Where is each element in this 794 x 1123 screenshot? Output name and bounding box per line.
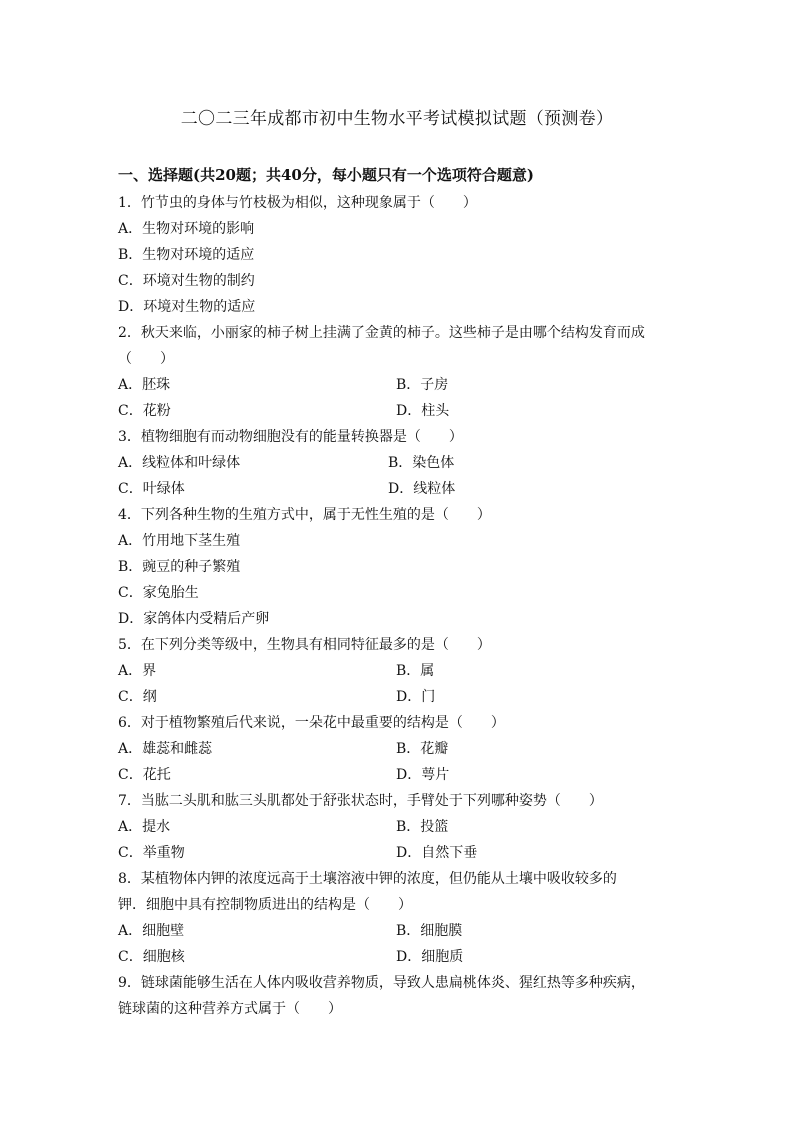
section-heading: 一、选择题(共20题；共40分，每小题只有一个选项符合题意) xyxy=(118,166,534,184)
question-5-options-row-1 xyxy=(118,658,688,684)
question-1-option-b: B．生物对环境的适应 xyxy=(118,247,255,263)
question-2-option-c: C．花粉 xyxy=(118,403,171,419)
question-4-option-a: A．竹用地下茎生殖 xyxy=(118,533,241,549)
question-4-option-d: D．家鸽体内受精后产卵 xyxy=(118,611,270,627)
question-8-options-row-1 xyxy=(118,918,688,944)
question-7-stem: 7．当肱二头肌和肱三头肌都处于舒张状态时，手臂处于下列哪种姿势（ ） xyxy=(118,793,603,809)
question-5-option-d: D．门 xyxy=(396,689,436,705)
question-7-options-row-2 xyxy=(118,840,688,866)
question-6-option-a: A．雄蕊和雌蕊 xyxy=(118,741,213,757)
question-3-option-b: B．染色体 xyxy=(388,455,455,471)
question-2-stem-cont: （ ） xyxy=(118,351,174,367)
question-7-option-b: B．投篮 xyxy=(396,819,449,835)
question-3-option-c: C．叶绿体 xyxy=(118,481,185,497)
question-5-option-c: C．纲 xyxy=(118,689,157,705)
question-2-options-row-2 xyxy=(118,398,688,424)
question-5-option-a: A．界 xyxy=(118,663,157,679)
question-3-option-a: A．线粒体和叶绿体 xyxy=(118,455,241,471)
question-5-stem: 5．在下列分类等级中，生物具有相同特征最多的是（ ） xyxy=(118,637,491,653)
question-list xyxy=(118,190,688,1022)
question-7-options-row-1 xyxy=(118,814,688,840)
question-6-options-row-1 xyxy=(118,736,688,762)
question-3-options-row-2 xyxy=(118,476,688,502)
question-9-stem: 9．链球菌能够生活在人体内吸收营养物质，导致人患扁桃体炎、猩红热等多种疾病， xyxy=(118,975,645,991)
question-2-options-row-1 xyxy=(118,372,688,398)
question-1-option-c: C．环境对生物的制约 xyxy=(118,273,255,289)
question-4-stem: 4．下列各种生物的生殖方式中，属于无性生殖的是（ ） xyxy=(118,507,491,523)
question-3-option-d: D．线粒体 xyxy=(388,481,456,497)
question-2-option-b: B．子房 xyxy=(396,377,449,393)
question-6-option-d: D．萼片 xyxy=(396,767,450,783)
question-8-stem-cont: 钾．细胞中具有控制物质进出的结构是（ ） xyxy=(118,897,412,913)
question-4-option-b: B．豌豆的种子繁殖 xyxy=(118,559,241,575)
question-1-option-d: D．环境对生物的适应 xyxy=(118,299,256,315)
question-5-options-row-2 xyxy=(118,684,688,710)
question-5-option-b: B．属 xyxy=(396,663,435,679)
question-6-option-b: B．花瓣 xyxy=(396,741,449,757)
question-8-option-a: A．细胞壁 xyxy=(118,923,185,939)
question-3-stem: 3．植物细胞有而动物细胞没有的能量转换器是（ ） xyxy=(118,429,463,445)
question-8-stem: 8．某植物体内钾的浓度远高于土壤溶液中钾的浓度，但仍能从土壤中吸收较多的 xyxy=(118,871,617,887)
question-7-option-c: C．举重物 xyxy=(118,845,185,861)
question-9-stem-cont: 链球菌的这种营养方式属于（ ） xyxy=(118,1001,342,1017)
question-8-options-row-2 xyxy=(118,944,688,970)
question-4-option-c: C．家兔胎生 xyxy=(118,585,199,601)
question-2-option-a: A．胚珠 xyxy=(118,377,171,393)
question-1-stem: 1．竹节虫的身体与竹枝极为相似，这种现象属于（ ） xyxy=(118,195,477,211)
question-3-options-row-1 xyxy=(118,450,688,476)
question-6-stem: 6．对于植物繁殖后代来说，一朵花中最重要的结构是（ ） xyxy=(118,715,505,731)
page-title: 二〇二三年成都市初中生物水平考试模拟试题（预测卷） xyxy=(180,109,614,129)
question-1-option-a: A．生物对环境的影响 xyxy=(118,221,255,237)
question-8-option-b: B．细胞膜 xyxy=(396,923,463,939)
question-8-option-d: D．细胞质 xyxy=(396,949,464,965)
question-8-option-c: C．细胞核 xyxy=(118,949,185,965)
question-6-options-row-2 xyxy=(118,762,688,788)
question-7-option-a: A．提水 xyxy=(118,819,171,835)
question-2-option-d: D．柱头 xyxy=(396,403,450,419)
question-2-stem: 2．秋天来临，小丽家的柿子树上挂满了金黄的柿子。这些柿子是由哪个结构发育而成 xyxy=(118,325,645,341)
question-7-option-d: D．自然下垂 xyxy=(396,845,478,861)
question-6-option-c: C．花托 xyxy=(118,767,171,783)
